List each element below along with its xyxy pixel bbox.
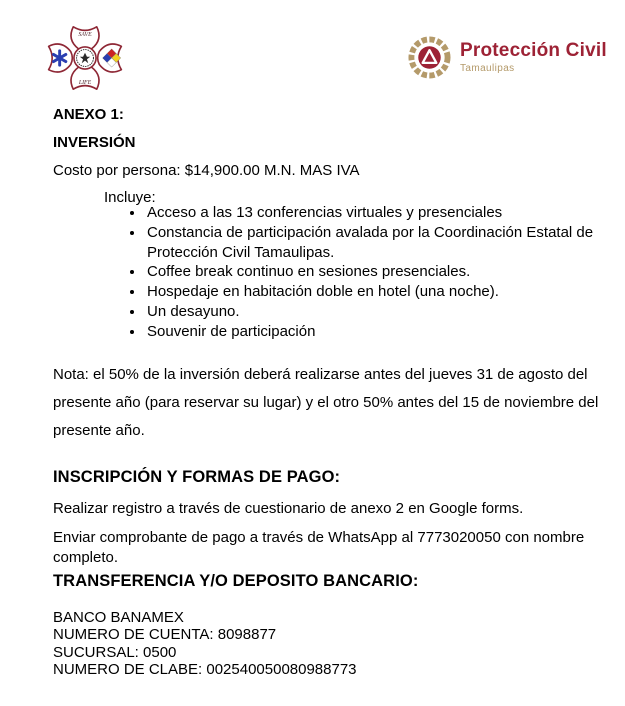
logo-bottom-text: LIFE	[78, 80, 92, 86]
branch-line: SUCURSAL: 0500	[53, 643, 177, 661]
bank-details-block	[53, 609, 357, 678]
includes-label: Incluye:	[104, 189, 156, 206]
list-item-certificate: • Constancia de participación avalada por la Coordinación Estatal de Protección Civil Tamaulipas.	[145, 223, 599, 263]
bank-transfer-heading: TRANSFERENCIA Y/O DEPOSITO BANCARIO:	[53, 572, 419, 590]
account-number-line: NUMERO DE CUENTA: 8098877	[53, 626, 277, 644]
registration-heading: INSCRIPCIÓN Y FORMAS DE PAGO:	[53, 468, 341, 486]
list-item-lodging: • Hospedaje en habitación doble en hotel (una noche).	[145, 282, 599, 302]
maltese-cross-icon	[46, 24, 124, 92]
fire-rescue-logo	[46, 24, 124, 92]
includes-list	[125, 203, 599, 342]
list-item-access: • Acceso a las 13 conferencias virtuales y presenciales	[145, 203, 599, 223]
list-item-coffee-break: • Coffee break continuo en sesiones presenciales.	[145, 262, 599, 282]
proteccion-civil-logo	[408, 36, 607, 79]
registration-line-whatsapp: Enviar comprobante de pago a través de WhatsApp al 7773020050 con nombre completo.	[53, 529, 585, 566]
bank-name-line: BANCO BANAMEX	[53, 609, 184, 626]
list-item-souvenir: • Souvenir de participación	[145, 322, 599, 342]
clabe-line: NUMERO DE CLABE: 002540050080988773	[53, 660, 357, 678]
registration-line-google-forms: Realizar registro a través de cuestionario de anexo 2 en Google forms.	[53, 500, 524, 517]
section-title-inversion: INVERSIÓN	[53, 134, 136, 151]
cost-per-person-line: Costo por persona: $14,900.00 M.N. MAS IVA	[53, 162, 360, 179]
proteccion-civil-title: Protección Civil	[460, 40, 607, 61]
list-item-breakfast: • Un desayuno.	[145, 302, 599, 322]
annex-title: ANEXO 1:	[53, 106, 124, 123]
proteccion-civil-emblem-icon	[408, 36, 451, 79]
logo-top-text: SAVE	[78, 31, 92, 38]
proteccion-civil-subtitle: Tamaulipas	[460, 63, 515, 74]
payment-note: Nota: el 50% de la inversión deberá realizarse antes del jueves 31 de agosto del presente año (para reservar su lugar) y el otro 50% antes del 15 de noviembre del presente año.	[53, 366, 599, 439]
